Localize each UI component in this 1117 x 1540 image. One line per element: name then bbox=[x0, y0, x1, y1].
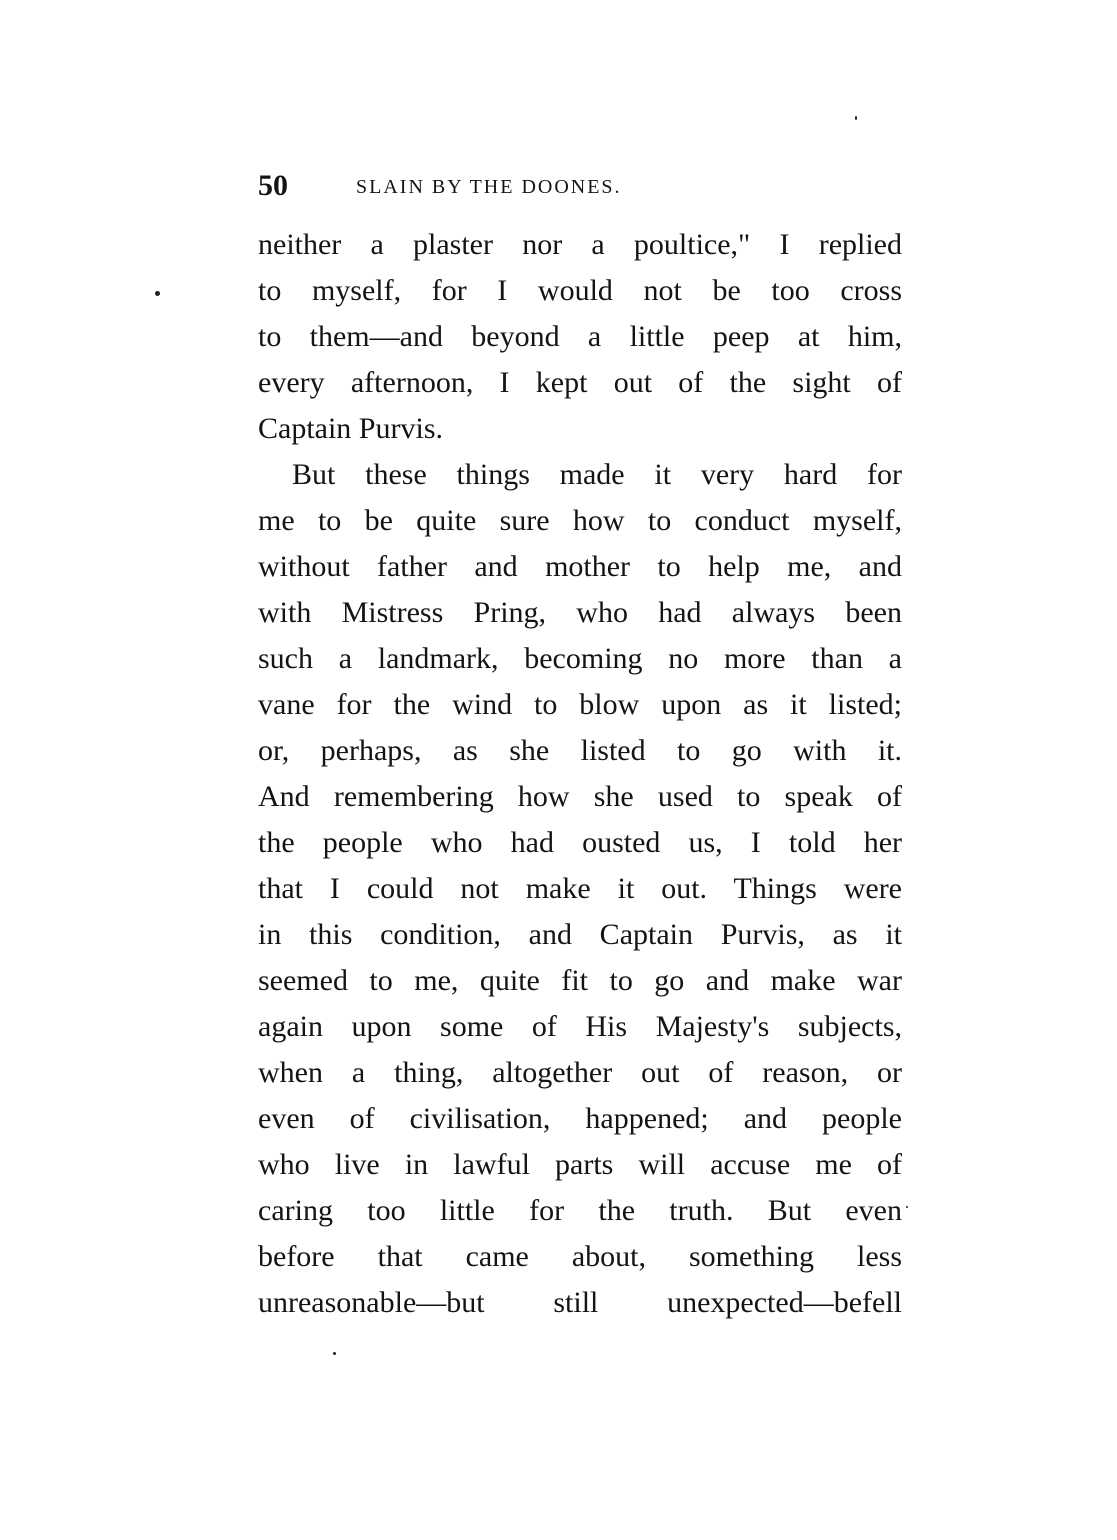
text-line: to myself, for I would not be too cross bbox=[258, 274, 902, 307]
text-line: vane for the wind to blow upon as it listed; bbox=[258, 688, 902, 721]
text-line: before that came about, something less bbox=[258, 1240, 902, 1273]
text-line: But these things made it very hard for bbox=[292, 458, 902, 491]
text-line: even of civilisation, happened; and people bbox=[258, 1102, 902, 1135]
text-line: again upon some of His Majesty's subjects, bbox=[258, 1010, 902, 1043]
scan-speck bbox=[333, 1352, 336, 1355]
running-head bbox=[258, 168, 758, 204]
text-line: to them—and beyond a little peep at him, bbox=[258, 320, 902, 353]
text-line: when a thing, altogether out of reason, or bbox=[258, 1056, 902, 1089]
scan-speck bbox=[906, 1206, 908, 1208]
text-line: without father and mother to help me, and bbox=[258, 550, 902, 583]
text-line: every afternoon, I kept out of the sight of bbox=[258, 366, 902, 399]
text-line: the people who had ousted us, I told her bbox=[258, 826, 902, 859]
text-line: Captain Purvis. bbox=[258, 412, 443, 445]
running-title: SLAIN BY THE DOONES. bbox=[356, 176, 622, 198]
text-line: seemed to me, quite fit to go and make war bbox=[258, 964, 902, 997]
text-line: And remembering how she used to speak of bbox=[258, 780, 902, 813]
text-line: or, perhaps, as she listed to go with it. bbox=[258, 734, 902, 767]
text-line: that I could not make it out. Things were bbox=[258, 872, 902, 905]
text-line: neither a plaster nor a poultice," I replied bbox=[258, 228, 902, 261]
text-line: such a landmark, becoming no more than a bbox=[258, 642, 902, 675]
page-number: 50 bbox=[258, 169, 288, 202]
paragraph bbox=[258, 452, 902, 1326]
text-line: who live in lawful parts will accuse me of bbox=[258, 1148, 902, 1181]
text-line: unreasonable—but still unexpected—befell bbox=[258, 1286, 902, 1319]
text-line: me to be quite sure how to conduct myself, bbox=[258, 504, 902, 537]
scan-speck bbox=[155, 291, 160, 296]
text-line: in this condition, and Captain Purvis, as it bbox=[258, 918, 902, 951]
text-line: with Mistress Pring, who had always been bbox=[258, 596, 902, 629]
scan-speck bbox=[855, 116, 857, 120]
paragraph bbox=[258, 222, 902, 452]
body-text bbox=[258, 222, 902, 1326]
text-line: caring too little for the truth. But even bbox=[258, 1194, 902, 1227]
